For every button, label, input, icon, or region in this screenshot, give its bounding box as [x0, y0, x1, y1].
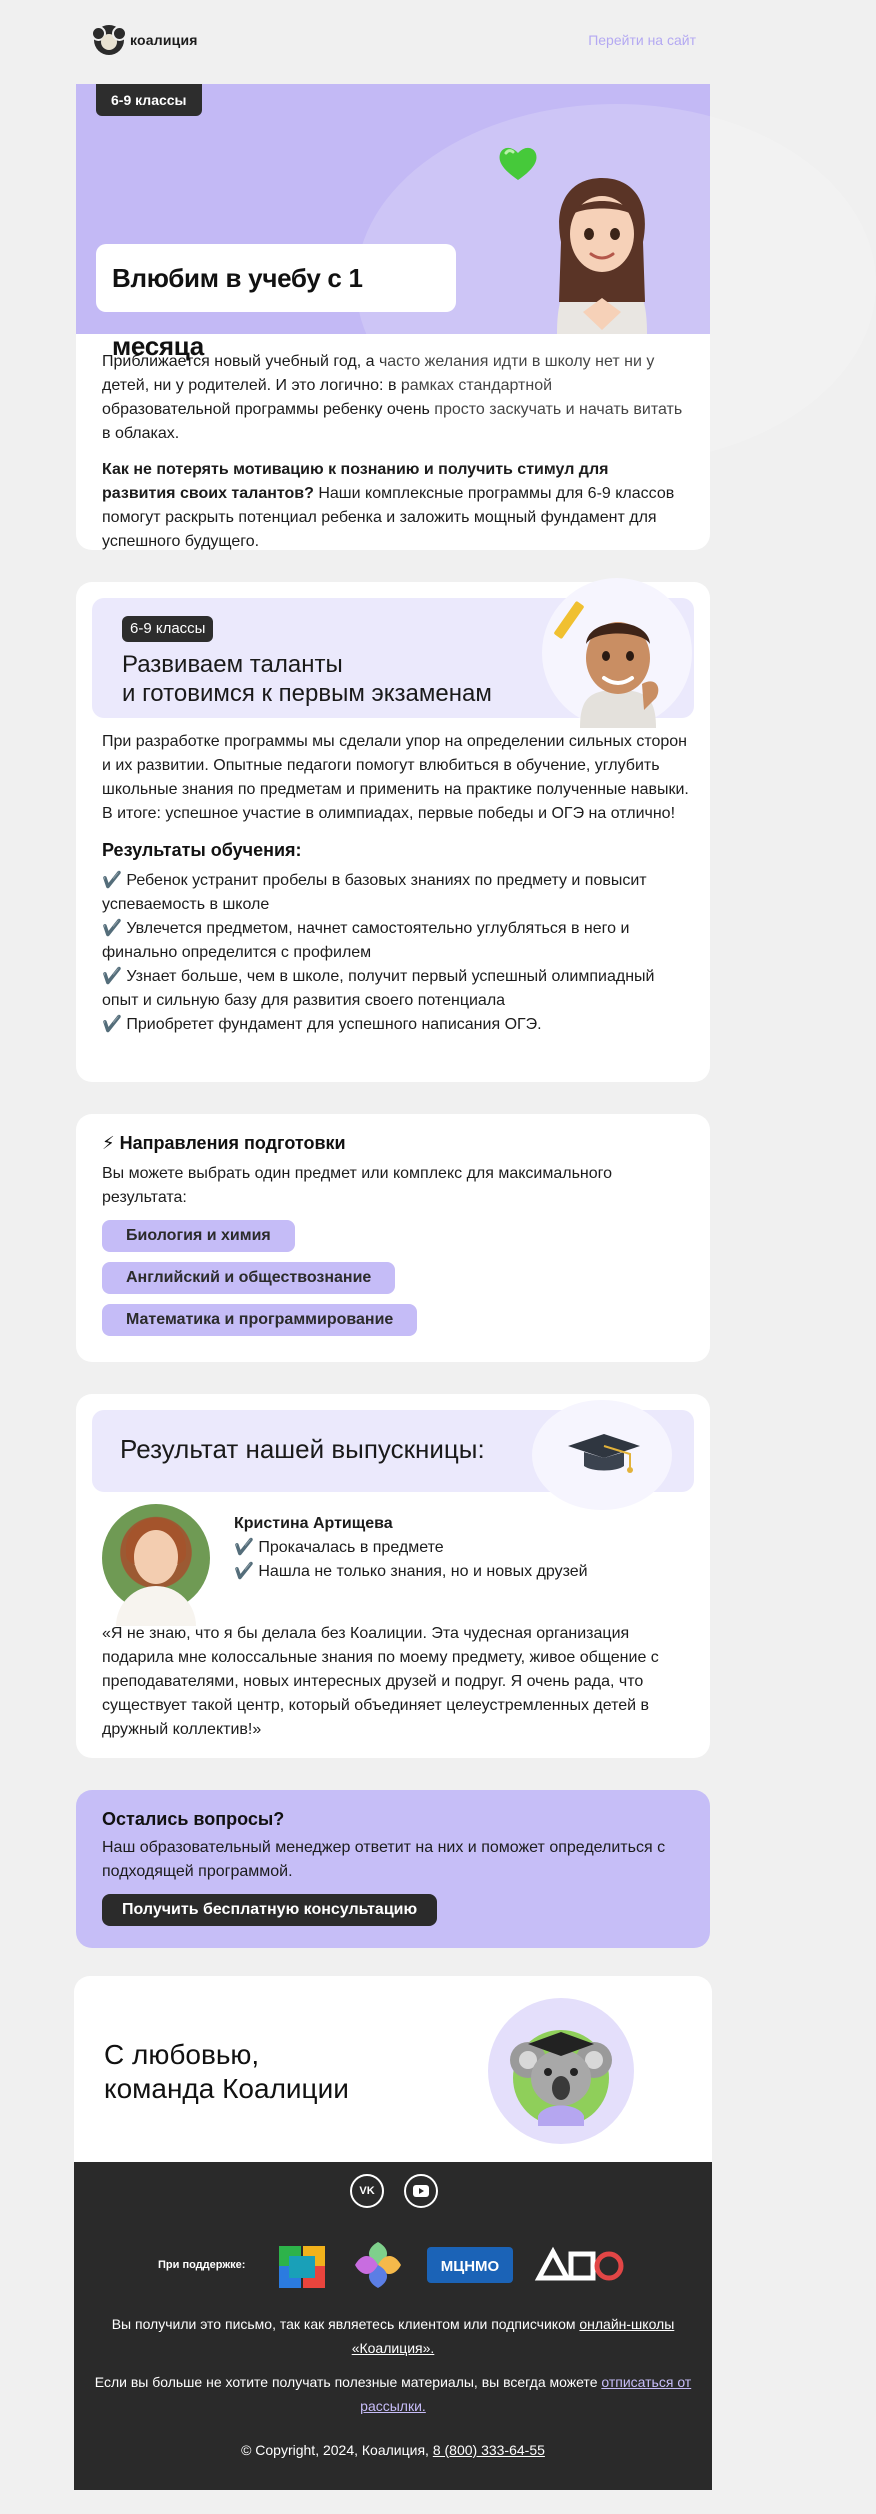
youtube-icon[interactable]	[404, 2174, 438, 2208]
site-link[interactable]: Перейти на сайт	[588, 32, 696, 48]
vk-icon[interactable]: VK	[350, 2174, 384, 2208]
questions-heading: Остались вопросы?	[102, 1809, 285, 1829]
support-partners	[158, 2238, 625, 2292]
koala-mascot-icon	[488, 1998, 634, 2144]
student-photo	[102, 1504, 210, 1612]
talents-body	[102, 730, 692, 1037]
dpo-logo-icon	[535, 2248, 625, 2282]
student-name: Кристина Артищева	[234, 1515, 393, 1532]
boy-avatar-icon	[532, 598, 682, 718]
hero-banner	[76, 84, 710, 361]
signature-line1: С любовью,	[104, 2039, 260, 2070]
talents-paragraph: При разработке программы мы сделали упор на определении сильных сторон и их развитии. Опытные педагоги помогут влюбиться в обучение, углубить школьные знания по предметам и применить на практике полученные навыки. В итоге: успешное участие в олимпиадах, первые победы и ОГЭ на отлично!	[102, 733, 689, 822]
unsubscribe-notice: Если вы больше не хотите получать полезные материалы, вы всегда можете отписаться от рассылки.	[94, 2374, 692, 2414]
support-label: При поддержке:	[158, 2259, 246, 2271]
graduate-card	[76, 1394, 710, 1758]
directions-card	[76, 1114, 710, 1362]
signature-line2: команда Коалиции	[104, 2073, 349, 2104]
unsubscribe-link[interactable]: отписаться от рассылки.	[360, 2374, 692, 2414]
result-item: ✔️ Ребенок устранит пробелы в базовых знаниях по предмету и повысит успеваемость в школе	[102, 872, 647, 913]
partner-flower-logo-icon	[351, 2238, 405, 2292]
talents-title	[122, 650, 492, 708]
koala-logo-icon	[94, 25, 124, 55]
hero-card	[76, 84, 710, 550]
signature	[104, 2038, 349, 2106]
grade-tag: 6-9 классы	[96, 84, 202, 116]
student-quote: «Я не знаю, что я бы делала без Коалиции. Эта чудесная организация подарила мне колоссальные знания по моему предмету, живое общение с преподавателями, новых интересных друзей и подруг. Я очень рада, что существует такой центр, который объединяет целеустремленных детей в дружный коллектив!»	[102, 1625, 659, 1738]
student-point: ✔️ Прокачалась в предмете	[234, 1539, 444, 1556]
graduate-title: Результат нашей выпускницы:	[120, 1434, 485, 1464]
questions-text: Наш образовательный менеджер ответит на них и поможет определиться с подходящей программой.	[102, 1839, 666, 1880]
koala-graduate-icon	[488, 1998, 634, 2144]
partner-cube-logo-icon	[275, 2240, 329, 2290]
graduate-banner	[92, 1410, 694, 1492]
student-info	[234, 1512, 674, 1584]
result-item: ✔️ Узнает больше, чем в школе, получит первый успешный олимпиадный опыт и сильную базу для развития своего потенциала	[102, 968, 655, 1009]
motivation-text: Наши комплексные программы для 6-9 классов помогут раскрыть потенциал ребенка и заложить мощный фундамент для успешного будущего.	[102, 485, 675, 550]
results-heading: Результаты обучения:	[102, 840, 302, 860]
subscription-notice: Вы получили это письмо, так как являетесь клиентом или подписчиком онлайн-школы «Коалиция».	[111, 2316, 675, 2356]
questions-card	[76, 1790, 710, 1948]
copyright: © Copyright, 2024, Коалиция, 8 (800) 333-64-55	[241, 2442, 545, 2458]
logo[interactable]	[94, 25, 198, 55]
talents-card	[76, 582, 710, 1082]
intro-paragraph: Приближается новый учебный год, а часто желания идти в школу нет ни у детей, ни у родителей. И это логично: в рамках стандартной образовательной программы ребенку очень просто заскучать и начать витать в облаках.	[102, 353, 683, 442]
directions-heading: ⚡ Направления подготовки	[102, 1133, 346, 1153]
mccme-logo-text: МЦНМО	[441, 2258, 500, 2275]
grade-tag: 6-9 классы	[122, 616, 213, 642]
direction-biology-chemistry[interactable]: Биология и химия	[102, 1220, 295, 1252]
graduation-cap-icon	[566, 1430, 642, 1476]
email-header	[94, 22, 696, 58]
hero-title: Влюбим в учебу с 1 месяца	[96, 244, 456, 312]
result-item: ✔️ Увлечется предметом, начнет самостоятельно углубляться в него и финально определится с профилем	[102, 920, 630, 961]
direction-math-programming[interactable]: Математика и программирование	[102, 1304, 417, 1336]
student-point: ✔️ Нашла не только знания, но и новых друзей	[234, 1563, 588, 1580]
talents-title-line1: Развиваем таланты	[122, 651, 343, 678]
girl-avatar-icon	[531, 172, 673, 334]
youtube-play-icon	[413, 2185, 429, 2197]
mccme-logo-icon	[427, 2247, 513, 2283]
result-item: ✔️ Приобретет фундамент для успешного написания ОГЭ.	[102, 1016, 542, 1033]
consultation-button[interactable]: Получить бесплатную консультацию	[102, 1894, 437, 1926]
talents-title-line2: и готовимся к первым экзаменам	[122, 680, 492, 707]
direction-english-social[interactable]: Английский и обществознание	[102, 1262, 395, 1294]
motivation-question: Как не потерять мотивацию к познанию и получить стимул для развития своих талантов?	[102, 461, 609, 502]
footer-dark-section	[74, 2162, 712, 2490]
logo-text: коалиция	[130, 32, 198, 48]
directions-intro: Вы можете выбрать один предмет или комплекс для максимального результата:	[102, 1165, 613, 1206]
motivation-paragraph	[102, 458, 684, 554]
email-footer	[74, 1976, 712, 2490]
phone-link[interactable]: 8 (800) 333-64-55	[432, 2442, 545, 2458]
dpo-logo-text: ДПО	[579, 2278, 582, 2279]
talents-banner	[92, 598, 694, 718]
social-links	[350, 2174, 438, 2208]
school-link[interactable]: онлайн-школы «Коалиция».	[351, 2316, 675, 2356]
